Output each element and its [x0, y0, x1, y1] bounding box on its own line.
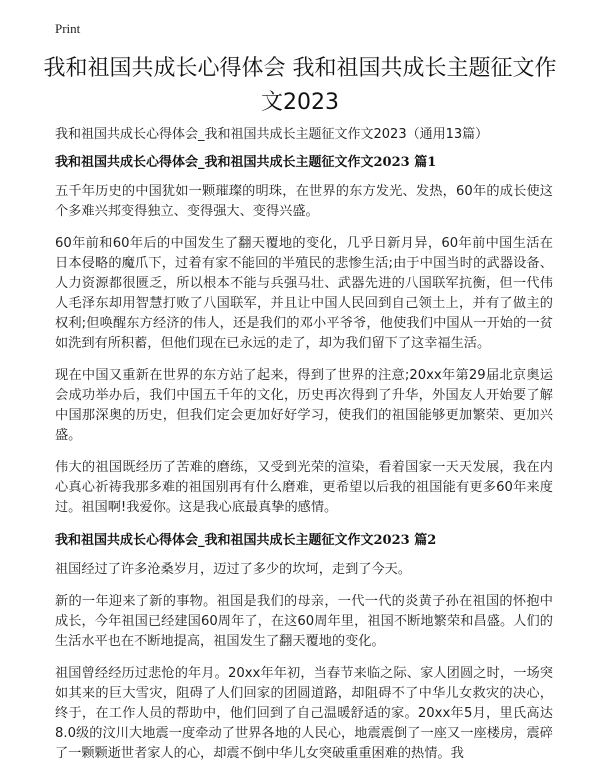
paragraph: 祖国曾经经历过悲怆的年月。20xx年年初，当春节来临之际、家人团圆之时，一场突如其来的巨大雪灾，阻碍了人们回家的团圆道路，却阻碍不了中华儿女救灾的决心，终于，在工作人员的帮助中，他们回到了自己温暖舒适的家。20xx年5月，里氏高达8.0级的汶川大地震一度牵动了世界各地的人民心，地震震倒了一座又一座楼房，震碎了一颗颗逝世者家人的心，却震不倒中华儿女突破重重困难的热情。我	[55, 666, 553, 761]
paragraph: 五千年历史的中国犹如一颗璀璨的明珠，在世界的东方发光、发热，60年的成长使这个多难兴邦变得独立、变得强大、变得兴盛。	[55, 184, 553, 219]
section-heading-2: 我和祖国共成长心得体会_我和祖国共成长主题征文作文2023 篇2	[55, 533, 437, 548]
paragraph: 祖国经过了许多沧桑岁月，迈过了多少的坎坷，走到了今天。	[55, 562, 412, 577]
paragraph: 新的一年迎来了新的事物。祖国是我们的母亲，一代一代的炎黄子孙在祖国的怀抱中成长，今年祖国已经建国60周年了，在这60周年里，祖国不断地繁荣和昌盛。人们的生活水平也在不断地提高，祖国发生了翻天覆地的变化。	[55, 594, 553, 649]
print-link[interactable]: Print	[55, 21, 81, 36]
section-heading-1: 我和祖国共成长心得体会_我和祖国共成长主题征文作文2023 篇1	[55, 155, 437, 170]
paragraph: 现在中国又重新在世界的东方站了起来，得到了世界的注意;20xx年第29届北京奥运会成功举办后，我们中国五千年的文化，历史再次得到了升华，外国友人开始要了解中国那深奥的历史，但我们定会更加好好学习，使我们的祖国能够更加繁荣、更加兴盛。	[55, 368, 553, 443]
document-title: 我和祖国共成长心得体会 我和祖国共成长主题征文作文2023	[43, 56, 557, 115]
article-body	[55, 150, 553, 776]
paragraph: 60年前和60年后的中国发生了翻天覆地的变化，几乎日新月异，60年前中国生活在日本侵略的魔爪下，过着有家不能回的半殖民的悲惨生活;由于中国当时的武器设备、人力资源都很匮乏，所以根本不能与兵强马壮、武器先进的八国联军抗衡，但一代伟人毛泽东却用智慧打败了八国联军，并且让中国人民回到自己领土上，并有了做主的权利;但唤醒东方经济的伟人，还是我们的邓小平爷爷，他使我们中国从一开始的一贫如洗到有所积蓄，但他们现在已永远的走了，却为我们留下了这幸福生活。	[55, 236, 553, 351]
document-subtitle: 我和祖国共成长心得体会_我和祖国共成长主题征文作文2023（通用13篇）	[55, 127, 489, 142]
paragraph: 伟大的祖国既经历了苦难的磨练，又受到光荣的渲染，看着国家一天天发展，我在内心真心祈祷我那多难的祖国别再有什么磨难，更希望以后我的祖国能有更多60年来度过。祖国啊!我爱你。这是我心底最真挚的感情。	[55, 460, 553, 515]
